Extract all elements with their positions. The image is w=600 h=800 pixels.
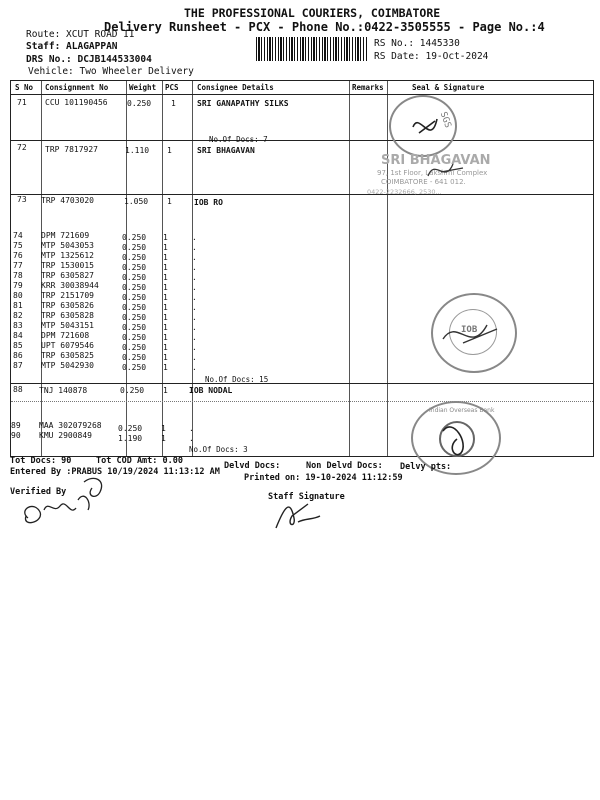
group-docs-15: No.Of Docs: 15 xyxy=(205,375,269,384)
round-seal-stamp xyxy=(389,95,457,157)
row-79-wt: 0.250 xyxy=(122,283,147,292)
row-84-wt: 0.250 xyxy=(122,333,147,342)
row-81-wt: 0.250 xyxy=(122,303,147,312)
row-77-cn: TRP 1530015 xyxy=(41,261,94,270)
row-74-cn: DPM 721609 xyxy=(41,231,90,240)
row-75-cn: MTP 5043053 xyxy=(41,241,94,250)
total-docs: Tot Docs: 90 xyxy=(10,456,72,466)
col-pcs: PCS xyxy=(165,83,179,92)
row-71-wt: 0.250 xyxy=(127,99,152,108)
group-docs-3: No.Of Docs: 3 xyxy=(189,445,248,454)
row-82-wt: 0.250 xyxy=(122,313,147,322)
shop-stamp-addr2: COIMBATORE - 641 012. xyxy=(381,178,466,186)
row-90-wt: 1.190 xyxy=(118,434,143,443)
row-80-cn: TRP 2151709 xyxy=(41,291,94,300)
row-77-pcs: 1 xyxy=(163,263,168,272)
row-86-cn: TRP 6305825 xyxy=(41,351,94,360)
row-81-sno: 81 xyxy=(13,301,23,310)
total-cod-amount: Tot COD Amt: 0.00 xyxy=(96,456,183,466)
col-consignee: Consignee Details xyxy=(197,83,274,92)
row-82-consignee: . xyxy=(192,313,197,322)
row-73-consignee: IOB RO xyxy=(194,198,223,207)
shop-stamp-phone: 0422-2232666, 2530... xyxy=(367,188,442,196)
row-77-consignee: . xyxy=(192,263,197,272)
row-71-sno: 71 xyxy=(17,98,27,107)
rs-date: RS Date: 19-Oct-2024 xyxy=(374,51,489,62)
row-84-pcs: 1 xyxy=(163,333,168,342)
row-75-consignee: . xyxy=(192,243,197,252)
row-87-cn: MTP 5042930 xyxy=(41,361,94,370)
row-79-sno: 79 xyxy=(13,281,23,290)
row-78-consignee: . xyxy=(192,273,197,282)
row-72-sno: 72 xyxy=(17,143,27,152)
row-85-wt: 0.250 xyxy=(122,343,147,352)
vehicle-label: Vehicle: Two Wheeler Delivery xyxy=(28,66,194,77)
row-80-pcs: 1 xyxy=(163,293,168,302)
row-72-wt: 1.110 xyxy=(125,146,150,155)
sgs-stamp-text: SGS xyxy=(437,110,453,130)
col-sno: S No xyxy=(15,83,34,92)
signature-mark-72 xyxy=(423,156,473,186)
row-86-wt: 0.250 xyxy=(122,353,147,362)
row-86-sno: 86 xyxy=(13,351,23,360)
verified-by-signature xyxy=(14,470,124,532)
delivered-docs: Delvd Docs: xyxy=(224,461,281,471)
printed-on: Printed on: 19-10-2024 11:12:59 xyxy=(244,473,403,483)
row-83-pcs: 1 xyxy=(163,323,168,332)
row-90-pcs: 1 xyxy=(161,434,166,443)
row-89-sno: 89 xyxy=(11,421,21,430)
row-78-cn: TRP 6305827 xyxy=(41,271,94,280)
row-72-consignee: SRI BHAGAVAN xyxy=(197,146,255,155)
col-weight: Weight xyxy=(129,83,157,92)
row-89-cn: MAA 302079268 xyxy=(39,421,102,430)
non-delivered-docs: Non Delvd Docs: xyxy=(306,461,383,471)
row-78-pcs: 1 xyxy=(163,273,168,282)
row-88-wt: 0.250 xyxy=(120,386,145,395)
col-seal-signature: Seal & Signature xyxy=(412,83,485,92)
company-title: THE PROFESSIONAL COURIERS, COIMBATORE xyxy=(184,6,441,20)
row-84-consignee: . xyxy=(192,333,197,342)
row-82-pcs: 1 xyxy=(163,313,168,322)
row-74-pcs: 1 xyxy=(163,233,168,242)
row-75-pcs: 1 xyxy=(163,243,168,252)
row-86-pcs: 1 xyxy=(163,353,168,362)
staff-signature-label: Staff Signature xyxy=(268,492,345,502)
row-79-pcs: 1 xyxy=(163,283,168,292)
row-73-sno: 73 xyxy=(17,195,27,204)
route-label: Route: XCUT ROAD II xyxy=(26,29,135,40)
runsheet-table xyxy=(10,80,594,457)
row-84-cn: DPM 721608 xyxy=(41,331,90,340)
row-85-pcs: 1 xyxy=(163,343,168,352)
row-82-sno: 82 xyxy=(13,311,23,320)
row-89-pcs: 1 xyxy=(161,424,166,433)
row-71-cn: CCU 101190456 xyxy=(45,98,108,107)
row-73-pcs: 1 xyxy=(167,197,172,206)
row-82-cn: TRP 6305828 xyxy=(41,311,94,320)
row-78-sno: 78 xyxy=(13,271,23,280)
row-80-consignee: . xyxy=(192,293,197,302)
row-77-wt: 0.250 xyxy=(122,263,147,272)
row-90-cn: KMU 2900849 xyxy=(39,431,92,440)
row-88-sno: 88 xyxy=(13,385,23,394)
staff-signature xyxy=(268,494,328,534)
row-79-consignee: . xyxy=(192,283,197,292)
row-83-wt: 0.250 xyxy=(122,323,147,332)
row-79-cn: KRR 30038944 xyxy=(41,281,99,290)
col-remarks: Remarks xyxy=(352,83,384,92)
row-86-consignee: . xyxy=(192,353,197,362)
row-71-consignee: SRI GANAPATHY SILKS xyxy=(197,99,289,108)
row-72-cn: TRP 7817927 xyxy=(45,145,98,154)
row-81-pcs: 1 xyxy=(163,303,168,312)
shop-stamp-name: SRI BHAGAVAN xyxy=(381,153,491,168)
row-77-sno: 77 xyxy=(13,261,23,270)
barcode xyxy=(256,37,368,61)
row-83-sno: 83 xyxy=(13,321,23,330)
row-85-sno: 85 xyxy=(13,341,23,350)
row-80-sno: 80 xyxy=(13,291,23,300)
entered-by: Entered By :PRABUS 10/19/2024 11:13:12 AM xyxy=(10,467,220,477)
rs-number: RS No.: 1445330 xyxy=(374,38,460,49)
row-83-consignee: . xyxy=(192,323,197,332)
row-74-consignee: . xyxy=(192,233,197,242)
row-90-sno: 90 xyxy=(11,431,21,440)
row-75-sno: 75 xyxy=(13,241,23,250)
row-89-consignee: . xyxy=(189,424,194,433)
iob-ro-seal-text: IOB xyxy=(461,325,478,335)
row-81-consignee: . xyxy=(192,303,197,312)
row-76-sno: 76 xyxy=(13,251,23,260)
verified-by-label: Verified By xyxy=(10,487,67,497)
row-88-consignee: IOB NODAL xyxy=(189,386,233,395)
row-88-cn: TNJ 140878 xyxy=(39,386,88,395)
row-90-consignee: . xyxy=(189,434,194,443)
row-75-wt: 0.250 xyxy=(122,243,147,252)
row-80-wt: 0.250 xyxy=(122,293,147,302)
row-73-cn: TRP 4703020 xyxy=(41,196,94,205)
row-74-sno: 74 xyxy=(13,231,23,240)
row-72-pcs: 1 xyxy=(167,146,172,155)
row-89-wt: 0.250 xyxy=(118,424,143,433)
row-83-cn: MTP 5043151 xyxy=(41,321,94,330)
drs-number: DRS No.: DCJB144533004 xyxy=(26,54,152,65)
row-87-pcs: 1 xyxy=(163,363,168,372)
col-consignment: Consignment No xyxy=(45,83,109,92)
row-88-pcs: 1 xyxy=(163,386,168,395)
row-76-wt: 0.250 xyxy=(122,253,147,262)
row-87-consignee: . xyxy=(192,363,197,372)
runsheet-subtitle: Delivery Runsheet - PCX - Phone No.:0422-3505555 - Page No.:4 xyxy=(104,20,545,34)
shop-stamp-addr1: 97, 1st Floor, Lakshmi Complex xyxy=(377,169,488,177)
row-76-consignee: . xyxy=(192,253,197,262)
iob-ro-seal xyxy=(431,293,517,373)
row-78-wt: 0.250 xyxy=(122,273,147,282)
row-81-cn: TRP 6305826 xyxy=(41,301,94,310)
row-85-consignee: . xyxy=(192,343,197,352)
iob-nodal-seal-text: Indian Overseas Bank xyxy=(429,407,495,414)
row-71-pcs: 1 xyxy=(171,99,176,108)
row-76-cn: MTP 1325612 xyxy=(41,251,94,260)
row-85-cn: UPT 6079546 xyxy=(41,341,94,350)
group-docs-7: No.Of Docs: 7 xyxy=(209,135,268,144)
row-87-wt: 0.250 xyxy=(122,363,147,372)
row-73-wt: 1.050 xyxy=(124,197,149,206)
row-87-sno: 87 xyxy=(13,361,23,370)
staff-label: Staff: ALAGAPPAN xyxy=(26,41,118,52)
row-76-pcs: 1 xyxy=(163,253,168,262)
row-74-wt: 0.250 xyxy=(122,233,147,242)
row-84-sno: 84 xyxy=(13,331,23,340)
delivery-points: Delvy pts: xyxy=(400,462,452,472)
